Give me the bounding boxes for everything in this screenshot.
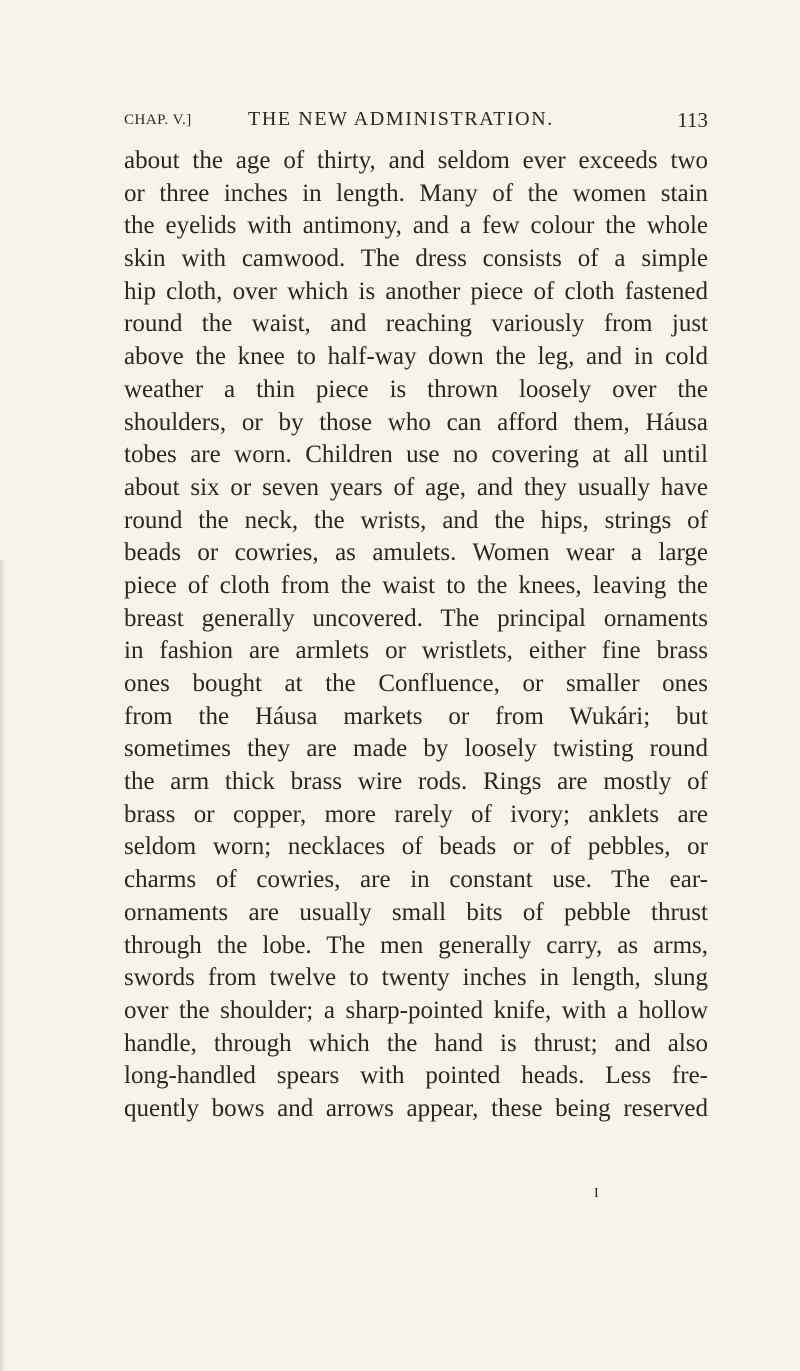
chapter-label: CHAP. V.] [124,112,192,128]
text-line: about six or seven years of age, and they usually have [124,473,708,501]
signature-mark: I [594,1186,599,1201]
text-line: sometimes they are made by loosely twisting round [124,735,708,763]
text-line: skin with camwood. The dress consists of a simple [124,245,708,273]
text-line: hip cloth, over which is another piece of cloth fastened [124,277,708,305]
text-line: breast generally uncovered. The principal ornaments [124,604,708,632]
page-edge-shadow [0,560,6,1371]
text-line: long-handled spears with pointed heads. Less fre- [124,1062,708,1090]
text-line: handle, through which the hand is thrust; and also [124,1029,708,1057]
text-line: over the shoulder; a sharp-pointed knife, with a hollow [124,996,708,1024]
text-line: beads or cowries, as amulets. Women wear a large [124,539,708,567]
text-line: swords from twelve to twenty inches in length, slung [124,964,708,992]
text-line: from the Háusa markets or from Wukári; but [124,702,708,730]
text-line: in fashion are armlets or wristlets, either fine brass [124,637,708,665]
text-line: tobes are worn. Children use no covering at all until [124,441,708,469]
text-line: round the waist, and reaching variously from just [124,310,708,338]
text-line: ones bought at the Confluence, or smaller ones [124,670,708,697]
running-title: THE NEW ADMINISTRATION. [248,108,554,130]
page-number: 113 [677,108,708,132]
text-line: seldom worn; necklaces of beads or of pebbles, or [124,833,708,861]
text-line: about the age of thirty, and seldom ever exceeds two [124,147,708,174]
body-paragraph [124,145,708,1126]
text-line: round the neck, the wrists, and the hips, strings of [124,506,708,534]
text-line: quently bows and arrows appear, these being reserved [124,1094,708,1122]
text-line: brass or copper, more rarely of ivory; anklets are [124,800,708,828]
text-line: or three inches in length. Many of the women stain [124,179,708,207]
text-line: piece of cloth from the waist to the knees, leaving the [124,571,708,599]
text-line: the eyelids with antimony, and a few colour the whole [124,212,708,240]
running-header [124,108,708,134]
text-line: ornaments are usually small bits of pebble thrust [124,898,708,926]
text-line: charms of cowries, are in constant use. The ear- [124,866,708,894]
text-line: above the knee to half-way down the leg, and in cold [124,343,708,371]
text-line: through the lobe. The men generally carry, as arms, [124,931,708,959]
text-line: weather a thin piece is thrown loosely over the [124,375,708,403]
text-line: shoulders, or by those who can afford them, Háusa [124,408,708,436]
text-line: the arm thick brass wire rods. Rings are mostly of [124,768,708,796]
